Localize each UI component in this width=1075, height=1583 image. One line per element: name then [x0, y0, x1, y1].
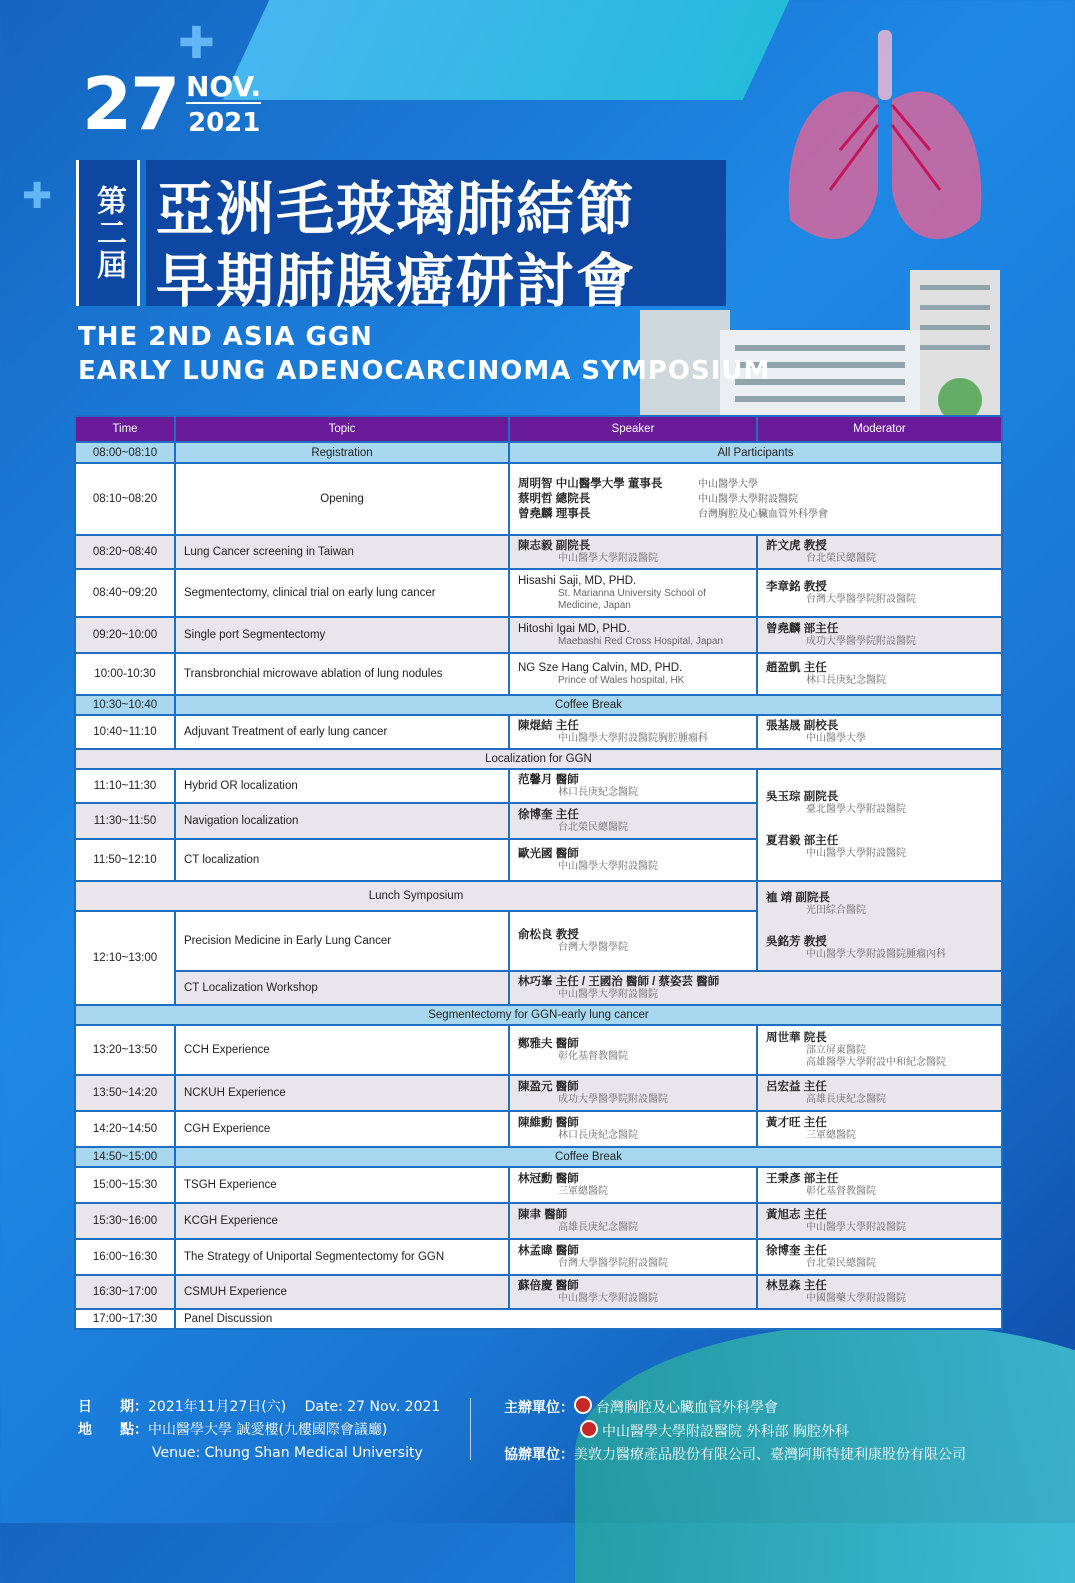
moderator-affiliation: 三軍總醫院 [806, 1130, 856, 1141]
topic-cell: KCGH Experience [175, 1203, 509, 1239]
table-row [75, 1075, 1002, 1111]
header-time: Time [75, 416, 175, 442]
speaker-cell: All Participants [509, 442, 1002, 463]
title-box [146, 160, 726, 315]
time-cell: 11:10~11:30 [75, 769, 175, 803]
topic-cell: Panel Discussion [175, 1309, 1002, 1329]
lung-illustration [770, 30, 1000, 260]
schedule-table [74, 415, 1003, 1330]
time-cell: 08:00~08:10 [75, 442, 175, 463]
speaker-affiliation: 台灣大學醫學院附設醫院 [558, 1258, 668, 1269]
table-row [75, 1025, 1002, 1075]
table-row [75, 617, 1002, 653]
topic-cell: CT localization [175, 839, 509, 881]
time-cell: 08:20~08:40 [75, 535, 175, 569]
topic-cell: Precision Medicine in Early Lung Cancer [175, 911, 509, 971]
topic-cell: CGH Experience [175, 1111, 509, 1147]
speaker-cell [509, 653, 757, 695]
footer-divider [470, 1398, 471, 1460]
time-cell: 16:30~17:00 [75, 1275, 175, 1309]
venue-label: 地 點： [78, 1422, 148, 1438]
moderator-cell [757, 1203, 1002, 1239]
speaker-name: 鄭雅夫 醫師 [518, 1038, 579, 1050]
table-row [75, 569, 1002, 617]
moderator-affiliation: 台北榮民總醫院 [806, 1258, 876, 1269]
moderator-affiliation: 高雄醫學大學附設中和紀念醫院 [806, 1057, 946, 1068]
hospital-logo-icon [580, 1420, 598, 1438]
time-cell: 13:20~13:50 [75, 1025, 175, 1075]
moderator-affiliation: 高雄長庚紀念醫院 [806, 1094, 886, 1105]
moderator-affiliation: 中國醫藥大學附設醫院 [806, 1293, 906, 1304]
moderator-cell [757, 1111, 1002, 1147]
moderator-affiliation: 中山醫學大學附設醫院 [806, 848, 906, 859]
topic-cell: Hybrid OR localization [175, 769, 509, 803]
speaker-cell [509, 569, 757, 617]
opening-speaker-name: 曾堯麟 理事長 [518, 507, 591, 520]
speaker-name: Hisashi Saji, MD, PHD. [518, 575, 637, 587]
co-organizer-label: 協辦單位： [504, 1447, 574, 1463]
speaker-affiliation: 三軍總醫院 [558, 1186, 608, 1197]
speaker-cell [509, 803, 757, 839]
speaker-name: 歐光國 醫師 [518, 848, 579, 860]
speaker-affiliation: Maebashi Red Cross Hospital, Japan [558, 636, 724, 647]
moderator-affiliation: 彰化基督教醫院 [806, 1186, 876, 1197]
english-title-line-1: THE 2ND ASIA GGN [78, 322, 373, 352]
speaker-cell [509, 1239, 757, 1275]
moderator-cell [757, 617, 1002, 653]
plus-icon: ✚ [22, 176, 53, 217]
table-row [75, 653, 1002, 695]
time-cell: 10:00-10:30 [75, 653, 175, 695]
edition-label: 第二屆 [76, 160, 140, 306]
speaker-name: 林巧峯 主任 / 王國治 醫師 / 蔡姿芸 醫師 [518, 976, 720, 988]
moderator-affiliation: 中山醫學大學附設醫院 [806, 1222, 906, 1233]
header-speaker: Speaker [509, 416, 757, 442]
speaker-cell [509, 1167, 757, 1203]
opening-speaker-affiliation: 中山醫學大學 [698, 478, 758, 490]
moderator-affiliation: 中山醫學大學 [806, 733, 866, 744]
moderator-cell [757, 1239, 1002, 1275]
host-label: 主辦單位： [504, 1400, 574, 1416]
moderator-cell [757, 881, 1002, 971]
title-line-1: 亞洲毛玻璃肺結節 [156, 175, 637, 243]
table-row [75, 463, 1002, 535]
speaker-cell [509, 535, 757, 569]
moderator-affiliation: 台灣大學醫學院附設醫院 [806, 594, 916, 605]
opening-speaker-affiliation: 台灣胸腔及心臟血管外科學會 [698, 508, 828, 520]
moderator-name: 徐博奎 主任 [766, 1245, 827, 1257]
time-cell: 11:30~11:50 [75, 803, 175, 839]
moderator-affiliation: 臺北醫學大學附設醫院 [806, 804, 906, 815]
speaker-cell [509, 463, 1002, 535]
speaker-name: NG Sze Hang Calvin, MD, PHD. [518, 662, 683, 674]
table-row [75, 769, 1002, 803]
header-topic: Topic [175, 416, 509, 442]
time-cell: 13:50~14:20 [75, 1075, 175, 1111]
speaker-affiliation: Prince of Wales hospital, HK [558, 675, 685, 686]
speaker-cell [509, 617, 757, 653]
moderator-affiliation: 光田綜合醫院 [806, 905, 866, 916]
topic-cell: Lung Cancer screening in Taiwan [175, 535, 509, 569]
speaker-cell [509, 1111, 757, 1147]
table-row [75, 1275, 1002, 1309]
topic-cell: Registration [175, 442, 509, 463]
speaker-cell [509, 1275, 757, 1309]
english-title-line-2: EARLY LUNG ADENOCARCINOMA SYMPOSIUM [78, 356, 771, 386]
time-cell: 11:50~12:10 [75, 839, 175, 881]
moderator-cell [757, 1075, 1002, 1111]
time-cell: 15:30~16:00 [75, 1203, 175, 1239]
speaker-affiliation: 台北榮民總醫院 [558, 822, 628, 833]
venue-value: 中山醫學大學 誠愛樓(九樓國際會議廳) [148, 1422, 388, 1438]
moderator-affiliation: 部立屏東醫院 [806, 1045, 866, 1056]
topic-cell: CSMUH Experience [175, 1275, 509, 1309]
moderator-affiliation: 台北榮民總醫院 [806, 553, 876, 564]
speaker-name: 林冠勳 醫師 [518, 1173, 579, 1185]
speaker-name: 俞松良 教授 [518, 929, 579, 941]
time-cell: 15:00~15:30 [75, 1167, 175, 1203]
speaker-name: 陳盈元 醫師 [518, 1081, 579, 1093]
moderator-cell [757, 1025, 1002, 1075]
speaker-affiliation: 台灣大學醫學院 [558, 942, 628, 953]
speaker-affiliation: 中山醫學大學附設醫院 [558, 861, 658, 872]
speaker-cell [509, 971, 1002, 1005]
moderator-name: 林昱森 主任 [766, 1280, 827, 1292]
speaker-cell [509, 1203, 757, 1239]
moderator-cell [757, 1275, 1002, 1309]
table-row [75, 971, 1002, 1005]
moderator-name: 趙盈凱 主任 [766, 662, 827, 674]
speaker-cell [509, 769, 757, 803]
time-cell: 08:40~09:20 [75, 569, 175, 617]
speaker-name: 陳維勳 醫師 [518, 1117, 579, 1129]
table-row [75, 1111, 1002, 1147]
speaker-cell [509, 911, 757, 971]
moderator-name: 呂宏益 主任 [766, 1081, 827, 1093]
moderator-cell [757, 715, 1002, 749]
moderator-name: 黃才旺 主任 [766, 1117, 827, 1129]
host-1: 台灣胸腔及心臟血管外科學會 [596, 1400, 778, 1416]
moderator-name: 黃旭志 主任 [766, 1209, 827, 1221]
speaker-name: 陳志毅 副院長 [518, 540, 591, 552]
table-row [75, 1167, 1002, 1203]
speaker-name: Hitoshi Igai MD, PHD. [518, 623, 630, 635]
table-row [75, 442, 1002, 463]
event-day: 27 [82, 62, 179, 146]
moderator-affiliation: 林口長庚紀念醫院 [806, 675, 886, 686]
topic-cell: Adjuvant Treatment of early lung cancer [175, 715, 509, 749]
host-2: 中山醫學大學附設醫院 外科部 胸腔外科 [602, 1424, 849, 1440]
section-label: Lunch Symposium [75, 881, 757, 911]
association-logo-icon [574, 1396, 592, 1414]
moderator-name: 夏君毅 部主任 [766, 835, 839, 847]
moderator-name: 吳玉琮 副院長 [766, 791, 839, 803]
speaker-affiliation: 林口長庚紀念醫院 [558, 1130, 638, 1141]
speaker-cell [509, 715, 757, 749]
table-row [75, 881, 1002, 911]
table-row [75, 1239, 1002, 1275]
table-row [75, 749, 1002, 769]
section-label: Segmentectomy for GGN-early lung cancer [75, 1005, 1002, 1025]
table-row [75, 1203, 1002, 1239]
event-year: 2021 [188, 108, 261, 138]
title-line-2: 早期肺腺癌研討會 [156, 247, 637, 315]
speaker-affiliation: 成功大學醫學院附設醫院 [558, 1094, 668, 1105]
time-cell: 16:00~16:30 [75, 1239, 175, 1275]
opening-speaker-name: 周明智 中山醫學大學 董事長 [518, 477, 663, 490]
footer-info [78, 1396, 440, 1465]
table-row [75, 715, 1002, 749]
moderator-name: 曾堯麟 部主任 [766, 623, 839, 635]
table-header-row [75, 416, 1002, 442]
moderator-name: 吳銘芳 教授 [766, 936, 827, 948]
table-row [75, 535, 1002, 569]
speaker-affiliation: 中山醫學大學附設醫院胸腔腫瘤科 [558, 733, 708, 744]
topic-cell: Opening [175, 463, 509, 535]
date-label: 日 期： [78, 1399, 148, 1415]
date-value: 2021年11月27日(六) Date: 27 Nov. 2021 [148, 1399, 441, 1415]
opening-speaker-affiliation: 中山醫學大學附設醫院 [698, 493, 798, 505]
topic-cell: CT Localization Workshop [175, 971, 509, 1005]
moderator-cell [757, 769, 1002, 881]
time-cell: 10:40~11:10 [75, 715, 175, 749]
decorative-band [223, 0, 818, 100]
moderator-cell [757, 535, 1002, 569]
moderator-name: 周世華 院長 [766, 1032, 827, 1044]
speaker-affiliation: 高雄長庚紀念醫院 [558, 1222, 638, 1233]
table-row [75, 1309, 1002, 1329]
break-label: Coffee Break [175, 695, 1002, 715]
topic-cell: Segmentectomy, clinical trial on early lung cancer [175, 569, 509, 617]
venue-english: Venue: Chung Shan Medical University [152, 1445, 423, 1461]
break-label: Coffee Break [175, 1147, 1002, 1167]
time-cell: 14:50~15:00 [75, 1147, 175, 1167]
moderator-name: 許文虎 教授 [766, 540, 827, 552]
event-month: NOV. [186, 70, 262, 103]
speaker-affiliation: 中山醫學大學附設醫院 [558, 989, 658, 1000]
speaker-name: 徐博奎 主任 [518, 809, 579, 821]
moderator-affiliation: 中山醫學大學附設醫院腫瘤內科 [806, 949, 946, 960]
time-cell: 17:00~17:30 [75, 1309, 175, 1329]
opening-speaker-name: 蔡明哲 總院長 [518, 492, 591, 505]
footer-organizers [504, 1396, 966, 1467]
speaker-name: 林孟暐 醫師 [518, 1245, 579, 1257]
speaker-name: 范馨月 醫師 [518, 774, 579, 786]
moderator-cell [757, 653, 1002, 695]
time-cell: 09:20~10:00 [75, 617, 175, 653]
speaker-name: 蘇倍慶 醫師 [518, 1280, 579, 1292]
speaker-cell [509, 1025, 757, 1075]
plus-icon: ✚ [178, 18, 215, 69]
table-row [75, 695, 1002, 715]
speaker-affiliation: St. Marianna University School of Medicine, Japan [558, 588, 706, 611]
moderator-name: 張基晟 副校長 [766, 720, 839, 732]
speaker-affiliation: 林口長庚紀念醫院 [558, 787, 638, 798]
speaker-cell [509, 839, 757, 881]
table-row [75, 1147, 1002, 1167]
topic-cell: TSGH Experience [175, 1167, 509, 1203]
section-label: Localization for GGN [75, 749, 1002, 769]
speaker-name: 陳焜結 主任 [518, 720, 579, 732]
speaker-name: 陳聿 醫師 [518, 1209, 568, 1221]
moderator-cell [757, 1167, 1002, 1203]
moderator-cell [757, 569, 1002, 617]
topic-cell: NCKUH Experience [175, 1075, 509, 1111]
table-row [75, 1005, 1002, 1025]
topic-cell: Transbronchial microwave ablation of lung nodules [175, 653, 509, 695]
time-cell: 08:10~08:20 [75, 463, 175, 535]
speaker-affiliation: 中山醫學大學附設醫院 [558, 553, 658, 564]
moderator-name: 裇 靖 副院長 [766, 892, 830, 904]
speaker-affiliation: 彰化基督教醫院 [558, 1051, 628, 1062]
moderator-name: 王秉彥 部主任 [766, 1173, 839, 1185]
moderator-affiliation: 成功大學醫學院附設醫院 [806, 636, 916, 647]
topic-cell: Single port Segmentectomy [175, 617, 509, 653]
co-organizers: 美敦力醫療產品股份有限公司、臺灣阿斯特捷利康股份有限公司 [574, 1447, 966, 1463]
time-cell: 12:10~13:00 [75, 911, 175, 1005]
topic-cell: Navigation localization [175, 803, 509, 839]
speaker-cell [509, 1075, 757, 1111]
topic-cell: CCH Experience [175, 1025, 509, 1075]
header-moderator: Moderator [757, 416, 1002, 442]
speaker-affiliation: 中山醫學大學附設醫院 [558, 1293, 658, 1304]
time-cell: 14:20~14:50 [75, 1111, 175, 1147]
time-cell: 10:30~10:40 [75, 695, 175, 715]
moderator-name: 李章銘 教授 [766, 581, 827, 593]
topic-cell: The Strategy of Uniportal Segmentectomy for GGN [175, 1239, 509, 1275]
